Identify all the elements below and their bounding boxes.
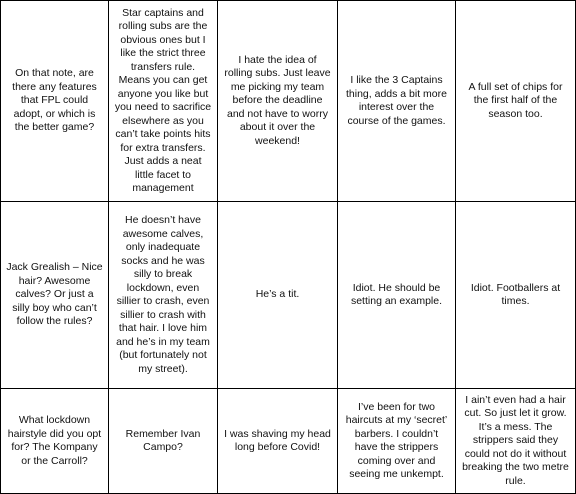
answer-cell: I was shaving my head long before Covid! (218, 389, 338, 494)
answer-cell: Star captains and rolling subs are the obvious ones but I like the strict three transfers rule. Means you can get anyone you like but you need to sacrifice elsewhere as you can’t take points hits for extra transfers. Just adds a neat little facet to management (109, 1, 218, 202)
answer-cell: He doesn’t have awesome calves, only inadequate socks and he was silly to break lockdown, even sillier to crash, even sillier to crash with that hair. I love him and he’s in my team (but fortunately not my street). (109, 202, 218, 389)
answer-cell: I’ve been for two haircuts at my ‘secret’ barbers. I couldn’t have the strippers coming over and seeing me unkempt. (338, 389, 456, 494)
answer-cell: He’s a tit. (218, 202, 338, 389)
answer-cell: I like the 3 Captains thing, adds a bit more interest over the course of the games. (338, 1, 456, 202)
answer-cell: Idiot. He should be setting an example. (338, 202, 456, 389)
table-row (1, 1, 576, 202)
question-cell: Jack Grealish – Nice hair? Awesome calves? Or just a silly boy who can’t follow the rules? (1, 202, 109, 389)
answer-cell: A full set of chips for the first half of the season too. (456, 1, 576, 202)
question-cell: What lockdown hairstyle did you opt for? The Kompany or the Carroll? (1, 389, 109, 494)
answer-cell: I hate the idea of rolling subs. Just leave me picking my team before the deadline and not have to worry about it over the weekend! (218, 1, 338, 202)
answer-cell: Idiot. Footballers at times. (456, 202, 576, 389)
table-row (1, 389, 576, 494)
answer-cell: I ain’t even had a hair cut. So just let it grow. It’s a mess. The strippers said they could not do it without breaking the two metre rule. (456, 389, 576, 494)
question-cell: On that note, are there any features that FPL could adopt, or which is the better game? (1, 1, 109, 202)
answer-cell: Remember Ivan Campo? (109, 389, 218, 494)
table-row (1, 202, 576, 389)
